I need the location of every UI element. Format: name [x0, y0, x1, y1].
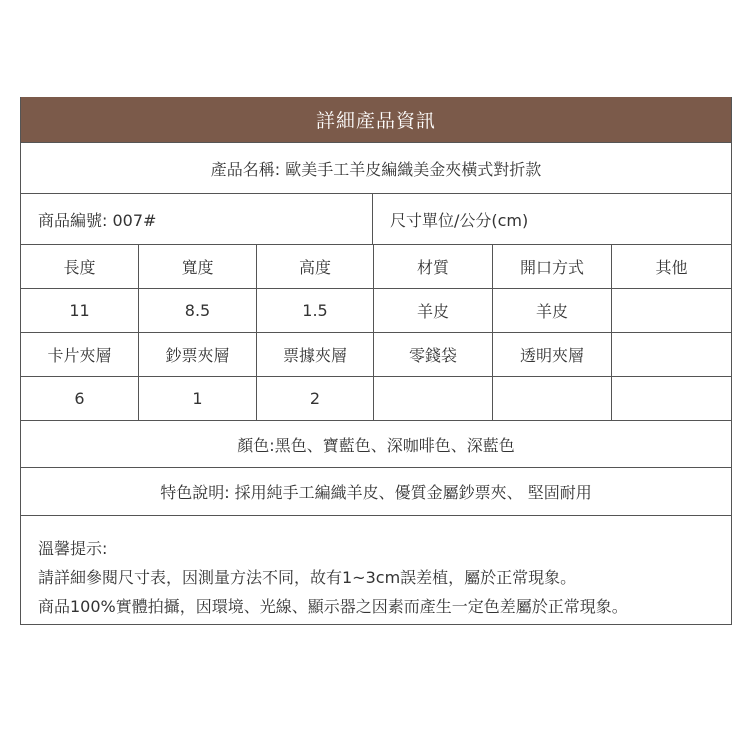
features-text: 特色說明: 採用純手工編織羊皮、優質金屬鈔票夾、 堅固耐用 — [160, 483, 592, 502]
value-material: 羊皮 — [374, 289, 493, 332]
value-coin-pocket — [374, 377, 493, 420]
sheet-title: 詳細產品資訊 — [21, 97, 731, 142]
header-blank — [612, 333, 731, 376]
header-card-slots: 卡片夾層 — [21, 333, 139, 376]
value-height: 1.5 — [257, 289, 374, 332]
tips-block — [21, 516, 628, 624]
value-bill-slots: 1 — [139, 377, 257, 420]
header-receipt-slots: 票據夾層 — [257, 333, 374, 376]
value-opening: 羊皮 — [493, 289, 612, 332]
code-unit-row — [21, 193, 731, 244]
header-coin-pocket: 零錢袋 — [374, 333, 493, 376]
header-length: 長度 — [21, 245, 139, 288]
header-height: 高度 — [257, 245, 374, 288]
tips-line-1: 請詳細參閱尺寸表，因測量方法不同，故有1~3cm誤差植，屬於正常現象。 — [38, 568, 577, 587]
header-material: 材質 — [374, 245, 493, 288]
features-row — [21, 467, 731, 515]
colors-row — [21, 420, 731, 467]
header-opening: 開口方式 — [493, 245, 612, 288]
header-width: 寬度 — [139, 245, 257, 288]
value-card-slots: 6 — [21, 377, 139, 420]
dimension-value-row — [21, 288, 731, 332]
pocket-header-row — [21, 332, 731, 376]
tips-line-2: 商品100%實體拍攝，因環境、光線、顯示器之因素而產生一定色差屬於正常現象。 — [38, 597, 628, 616]
product-code: 商品編號: 007# — [21, 194, 373, 244]
dimension-header-row — [21, 244, 731, 288]
value-blank — [612, 377, 731, 420]
product-name: 產品名稱: 歐美手工羊皮編織美金夾橫式對折款 — [210, 159, 542, 179]
product-name-row — [21, 142, 731, 193]
value-receipt-slots: 2 — [257, 377, 374, 420]
product-info-sheet — [20, 97, 732, 625]
header-clear-slot: 透明夾層 — [493, 333, 612, 376]
tips-title: 溫馨提示: — [38, 539, 108, 558]
header-bill-slots: 鈔票夾層 — [139, 333, 257, 376]
pocket-value-row — [21, 376, 731, 420]
header-other: 其他 — [655, 258, 688, 277]
value-width: 8.5 — [139, 289, 257, 332]
size-unit: 尺寸單位/公分(cm) — [390, 210, 529, 230]
value-clear-slot — [493, 377, 612, 420]
value-other — [612, 289, 731, 332]
value-length: 11 — [21, 289, 139, 332]
tips-row — [21, 515, 731, 624]
colors-text: 顏色:黑色、寶藍色、深咖啡色、深藍色 — [237, 435, 515, 455]
